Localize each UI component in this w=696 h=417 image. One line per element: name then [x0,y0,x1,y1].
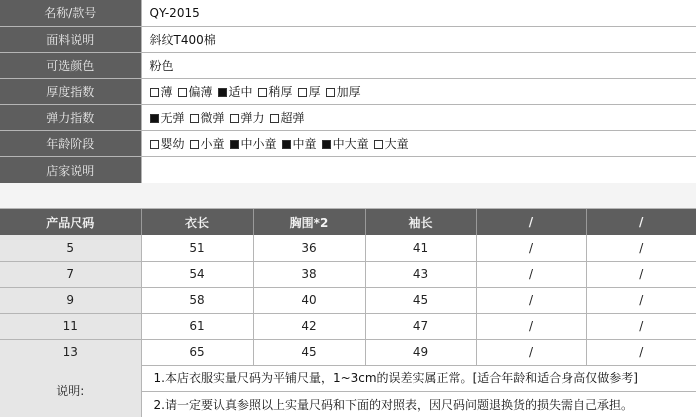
option-label: 薄 [160,84,173,99]
info-value: 斜纹T400棉 [141,26,696,52]
checkbox-option [270,109,305,126]
option-label: 中大童 [332,136,369,151]
unchecked-box-icon [150,140,159,149]
checkbox-option [150,83,173,100]
info-row-shop-note [0,156,696,184]
info-label: 弹力指数 [0,104,141,130]
header-cell: 胸围*2 [253,209,365,235]
measurement-cell: / [586,313,696,339]
measurement-cell: 45 [253,339,365,365]
size-chart-table [0,209,696,366]
table-row [0,287,696,313]
option-label: 中童 [292,136,317,151]
unchecked-box-icon [190,140,199,149]
option-label: 厚 [308,84,321,99]
measurement-cell: / [476,261,586,287]
option-label: 婴幼 [160,136,185,151]
measurement-cell: 65 [141,339,253,365]
checked-box-icon [322,140,331,149]
size-cell: 7 [0,261,141,287]
measurement-cell: 41 [365,235,476,261]
unchecked-box-icon [298,88,307,97]
checkbox-option [374,135,409,152]
measurement-cell: 43 [365,261,476,287]
checkbox-option [258,83,293,100]
option-label: 加厚 [336,84,361,99]
note-line: 1.本店衣服实量尺码为平铺尺量，1~3cm的误差实属正常。[适合年龄和适合身高仅做参考] [141,365,696,391]
unchecked-box-icon [150,88,159,97]
header-cell: 袖长 [365,209,476,235]
measurement-cell: 54 [141,261,253,287]
table-row [0,235,696,261]
info-label: 店家说明 [0,156,141,184]
option-label: 偏薄 [188,84,213,99]
unchecked-box-icon [178,88,187,97]
header-cell: / [476,209,586,235]
option-label: 超弹 [280,110,305,125]
checkbox-option [150,109,185,126]
option-label: 大童 [384,136,409,151]
info-label: 面料说明 [0,26,141,52]
size-cell: 9 [0,287,141,313]
measurement-cell: / [586,287,696,313]
notes-table [0,365,696,417]
section-spacer [0,183,696,209]
info-row-age [0,130,696,156]
table-row [0,339,696,365]
checked-box-icon [282,140,291,149]
header-cell: 产品尺码 [0,209,141,235]
size-chart-header [0,209,696,235]
measurement-cell: / [476,339,586,365]
checkbox-option [326,83,361,100]
checkbox-option [190,135,225,152]
info-row-thickness [0,78,696,104]
product-info-table [0,0,696,185]
measurement-cell: 51 [141,235,253,261]
measurement-cell: 36 [253,235,365,261]
unchecked-box-icon [270,114,279,123]
thickness-options [141,78,696,104]
measurement-cell: 58 [141,287,253,313]
header-cell: / [586,209,696,235]
measurement-cell: / [476,287,586,313]
checked-box-icon [218,88,227,97]
checked-box-icon [230,140,239,149]
info-label: 厚度指数 [0,78,141,104]
measurement-cell: 47 [365,313,476,339]
measurement-cell: / [586,339,696,365]
age-options [141,130,696,156]
option-label: 中小童 [240,136,277,151]
info-label: 年龄阶段 [0,130,141,156]
table-row [0,313,696,339]
measurement-cell: / [586,261,696,287]
notes-label: 说明: [0,365,141,417]
option-label: 弹力 [240,110,265,125]
info-label: 可选颜色 [0,52,141,78]
measurement-cell: 45 [365,287,476,313]
option-label: 稍厚 [268,84,293,99]
option-label: 微弹 [200,110,225,125]
measurement-cell: 40 [253,287,365,313]
checkbox-option [282,135,317,152]
option-label: 小童 [200,136,225,151]
option-label: 适中 [228,84,253,99]
unchecked-box-icon [374,140,383,149]
checkbox-option [230,109,265,126]
measurement-cell: 42 [253,313,365,339]
unchecked-box-icon [258,88,267,97]
elasticity-options [141,104,696,130]
info-row-color [0,52,696,78]
unchecked-box-icon [326,88,335,97]
checkbox-option [150,135,185,152]
measurement-cell: / [586,235,696,261]
info-label: 名称/款号 [0,0,141,26]
checkbox-option [322,135,369,152]
table-row [0,261,696,287]
checkbox-option [230,135,277,152]
option-label: 无弹 [160,110,185,125]
checkbox-option [298,83,321,100]
size-cell: 11 [0,313,141,339]
info-value: QY-2015 [141,0,696,26]
measurement-cell: / [476,235,586,261]
checkbox-option [178,83,213,100]
info-value: 粉色 [141,52,696,78]
size-cell: 5 [0,235,141,261]
checkbox-option [218,83,253,100]
header-cell: 衣长 [141,209,253,235]
size-cell: 13 [0,339,141,365]
info-row-elasticity [0,104,696,130]
shop-note-value [141,156,696,184]
measurement-cell: 61 [141,313,253,339]
checked-box-icon [150,114,159,123]
info-row-fabric [0,26,696,52]
note-line: 2.请一定要认真参照以上实量尺码和下面的对照表，因尺码问题退换货的损失需自己承担。 [141,391,696,417]
checkbox-option [190,109,225,126]
unchecked-box-icon [190,114,199,123]
measurement-cell: / [476,313,586,339]
info-row-name [0,0,696,26]
measurement-cell: 38 [253,261,365,287]
unchecked-box-icon [230,114,239,123]
measurement-cell: 49 [365,339,476,365]
